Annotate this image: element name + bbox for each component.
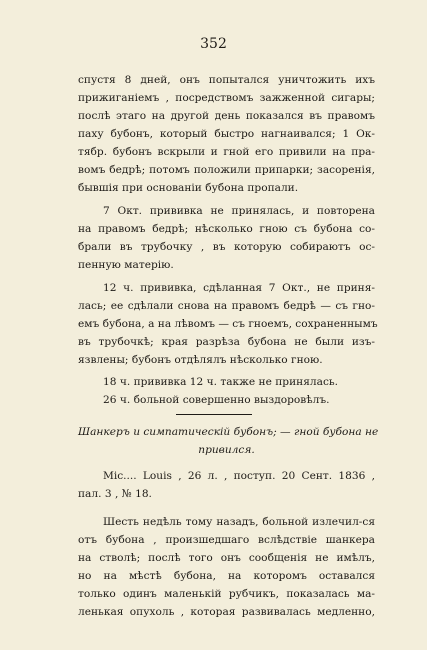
- text-line: пенную матерію.: [78, 259, 174, 271]
- text-line: вомъ бедрѣ; потомъ положили припарки; засоренія,: [78, 164, 375, 176]
- page-number: 352: [200, 36, 227, 52]
- section-divider: [176, 414, 252, 415]
- text-line: паху бубонъ, который быстро нагнаивался; 1 Ок-: [78, 128, 375, 140]
- text-line: на правомъ бедрѣ; нѣсколько гною съ бубона со-: [78, 223, 375, 235]
- text-line: но на мѣстѣ бубона, на которомъ оставался: [78, 570, 375, 582]
- section-heading-line: Шанкеръ и симпатическій бубонъ; — гной бубона не: [78, 426, 379, 438]
- text-line: брали въ трубочку , въ которую собираютъ ос-: [78, 241, 375, 253]
- text-line: 12 ч. прививка, сдѣланная 7 Окт., не приня-: [103, 282, 375, 294]
- text-line: послѣ этаго на другой день показался въ правомъ: [78, 110, 375, 122]
- text-line: Шесть недѣль тому назадъ, больной излечил-ся: [103, 516, 375, 528]
- text-line: лась; ее сдѣлали снова на правомъ бедрѣ — съ гно-: [78, 300, 375, 312]
- text-line: только одинъ маленькій рубчикъ, показалась ма-: [78, 588, 375, 600]
- text-line: 7 Окт. прививка не принялась, и повторена: [103, 205, 375, 217]
- text-line: на стволѣ; послѣ того онъ сообщенія не имѣлъ,: [78, 552, 375, 564]
- text-line: емъ бубона, а на лѣвомъ — съ гноемъ, сохраненнымъ: [78, 318, 378, 330]
- text-line: 26 ч. больной совершенно выздоровѣлъ.: [103, 394, 330, 406]
- text-line: 18 ч. прививка 12 ч. также не принялась.: [103, 376, 339, 388]
- text-line: прижиганіемъ , посредствомъ зажженной сигары;: [78, 92, 375, 104]
- text-line: бывшія при основаніи бубона пропали.: [78, 182, 299, 194]
- case-line: пал. 3 , № 18.: [78, 488, 152, 500]
- text-line: тябр. бубонъ вскрыли и гной его привили на пра-: [78, 146, 375, 158]
- text-line: отъ бубона , произшедшаго вслѣдствіе шанкера: [78, 534, 375, 546]
- text-line: ленькая опухоль , которая развивалась медленно,: [78, 606, 375, 618]
- text-line: язвлены; бубонъ отдѣлялъ нѣсколько гною.: [78, 354, 323, 366]
- section-heading-line: привился.: [198, 444, 255, 456]
- text-line: въ трубочкѣ; края разрѣза бубона не были изъ-: [78, 336, 375, 348]
- case-line: Mic.... Louis , 26 л. , поступ. 20 Сент. 1836 ,: [103, 470, 375, 482]
- text-line: спустя 8 дней, онъ попытался уничтожить ихъ: [78, 74, 375, 86]
